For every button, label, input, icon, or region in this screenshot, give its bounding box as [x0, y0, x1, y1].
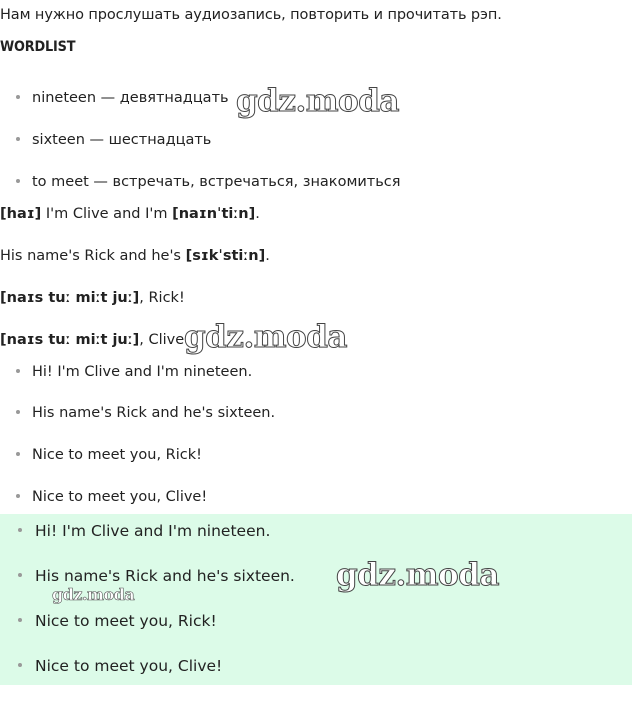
watermark: gdz.moda: [236, 83, 399, 119]
bullet-icon: [16, 137, 20, 141]
list-item: Nice to meet you, Clive!: [18, 657, 222, 675]
list-item: Nice to meet you, Rick!: [18, 612, 217, 630]
bullet-icon: [18, 663, 22, 667]
watermark: gdz.moda: [336, 557, 499, 593]
phonetic: [naɪs tuː miːt juː]: [0, 290, 140, 306]
list-item: Nice to meet you, Rick!: [16, 447, 202, 463]
phonetic: [sɪkˈstiːn]: [185, 248, 266, 264]
watermark: gdz.moda: [52, 585, 135, 604]
list-item: [16, 132, 211, 148]
list-item: His name's Rick and he's sixteen.: [18, 567, 295, 585]
bullet-icon: [16, 494, 20, 498]
wordlist-item: to meet — встречать, встречаться, знакомиться: [32, 174, 401, 190]
list-item: [16, 90, 229, 106]
list-item: [16, 174, 401, 190]
list-item: His name's Rick and he's sixteen.: [16, 405, 275, 421]
bullet-icon: [18, 528, 22, 532]
rap-line: His name's Rick and he's [sɪkˈstiːn].: [0, 248, 270, 264]
phonetic: [haɪ]: [0, 206, 42, 222]
rap-line: [haɪ] I'm Clive and I'm [naɪnˈtiːn].: [0, 206, 260, 222]
bullet-icon: [16, 410, 20, 414]
bullet-icon: [16, 369, 20, 373]
wordlist-heading: WORDLIST: [0, 39, 76, 55]
rap-line: [naɪs tuː miːt juː], Rick!: [0, 290, 185, 306]
list-item: Hi! I'm Clive and I'm nineteen.: [16, 364, 252, 380]
bullet-icon: [18, 618, 22, 622]
bullet-icon: [16, 95, 20, 99]
bullet-icon: [16, 179, 20, 183]
phonetic: [naɪs tuː miːt juː]: [0, 332, 140, 348]
bullet-icon: [18, 573, 22, 577]
list-item: Nice to meet you, Clive!: [16, 489, 207, 505]
phonetic: [naɪnˈtiːn]: [172, 206, 256, 222]
wordlist-item: sixteen — шестнадцать: [32, 132, 212, 148]
rap-line: [naɪs tuː miːt juː], Clive!: [0, 332, 190, 348]
bullet-icon: [16, 452, 20, 456]
intro-text: Нам нужно прослушать аудиозапись, повторить и прочитать рэп.: [0, 7, 502, 23]
list-item: Hi! I'm Clive and I'm nineteen.: [18, 522, 270, 540]
wordlist-item: nineteen — девятнадцать: [32, 90, 229, 106]
watermark: gdz.moda: [184, 319, 347, 355]
